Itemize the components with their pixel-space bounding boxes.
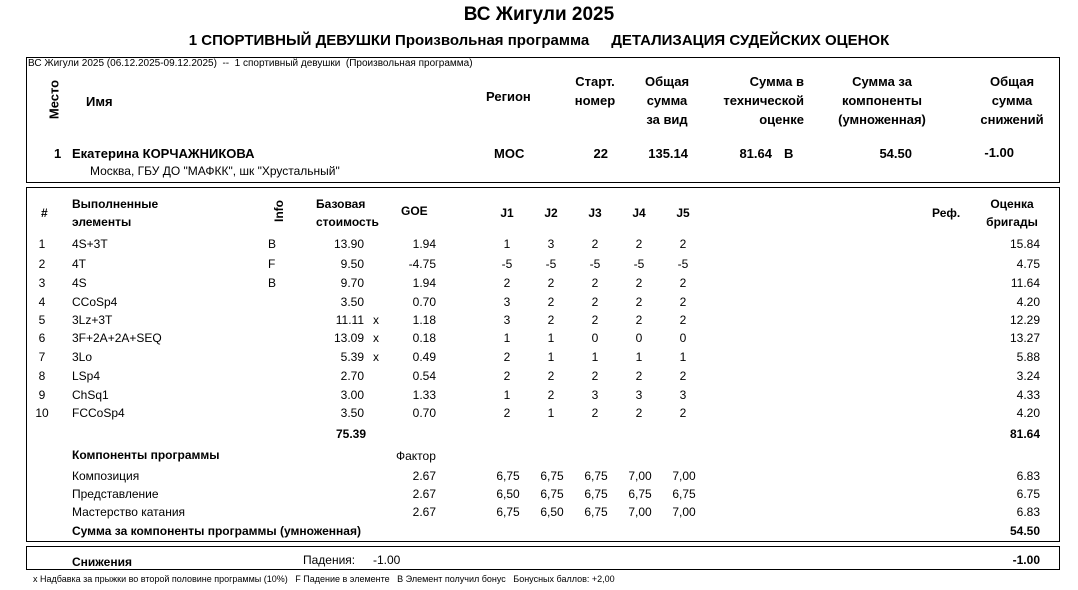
- element-num: 8: [38, 369, 46, 383]
- element-goe: 0.54: [412, 369, 436, 383]
- element-judge-4: 2: [635, 237, 643, 251]
- component-judge-3: 6,75: [584, 469, 608, 483]
- header-components: Сумма за компоненты (умноженная): [838, 74, 926, 127]
- element-num: 7: [38, 350, 46, 364]
- element-judge-5: -5: [677, 257, 689, 271]
- component-judge-2: 6,50: [540, 505, 564, 519]
- factor-label: Фактор: [396, 449, 436, 463]
- element-goe: -4.75: [408, 257, 436, 271]
- components-header: Компоненты программы: [72, 448, 220, 462]
- element-judge-5: 2: [679, 406, 687, 420]
- skater-components: 54.50: [879, 146, 912, 161]
- component-judge-2: 6,75: [540, 487, 564, 501]
- element-judge-3: 2: [591, 237, 599, 251]
- element-base-value: 5.39: [340, 350, 364, 364]
- element-panel-score: 11.64: [1010, 276, 1040, 290]
- element-judge-2: 2: [547, 276, 555, 290]
- element-base-value: 3.50: [340, 406, 364, 420]
- element-num: 3: [38, 276, 46, 290]
- element-panel-score: 4.20: [1016, 295, 1040, 309]
- element-judge-2: 2: [547, 295, 555, 309]
- skater-place: 1: [54, 146, 62, 161]
- element-code: ChSq1: [72, 388, 109, 402]
- component-score: 6.83: [1016, 469, 1040, 483]
- element-base-value: 3.00: [340, 388, 364, 402]
- header-region: Регион: [486, 89, 531, 104]
- element-judge-2: -5: [545, 257, 557, 271]
- element-base-value: 11.11: [335, 313, 364, 327]
- element-judge-1: 1: [503, 237, 511, 251]
- component-judge-4: 7,00: [628, 505, 652, 519]
- element-second-half-mark: x: [373, 350, 379, 364]
- element-judge-5: 2: [679, 276, 687, 290]
- element-base-value: 9.50: [340, 257, 364, 271]
- skater-tech-flag: B: [784, 146, 794, 161]
- element-num: 1: [38, 237, 46, 251]
- component-name: Мастерство катания: [72, 505, 186, 519]
- element-judge-3: 1: [591, 350, 599, 364]
- element-judge-1: 2: [503, 350, 511, 364]
- element-judge-3: 2: [591, 406, 599, 420]
- element-second-half-mark: x: [373, 313, 379, 327]
- skater-club: Москва, ГБУ ДО "МАФКК", шк "Хрустальный": [90, 164, 340, 178]
- element-judge-4: 3: [635, 388, 643, 402]
- element-goe: 0.49: [412, 350, 436, 364]
- element-base-value: 3.50: [340, 295, 364, 309]
- element-judge-4: 0: [635, 331, 643, 345]
- element-judge-1: 2: [503, 406, 511, 420]
- header-total: Общая сумма за вид: [644, 74, 690, 127]
- element-info: B: [268, 237, 277, 251]
- deductions-box: [26, 546, 1060, 570]
- element-judge-3: 2: [591, 313, 599, 327]
- element-panel-score: 4.20: [1016, 406, 1040, 420]
- element-base-value: 9.70: [340, 276, 364, 290]
- element-judge-2: 2: [547, 369, 555, 383]
- element-judge-5: 2: [679, 237, 687, 251]
- element-judge-2: 2: [547, 313, 555, 327]
- element-code: FCCoSp4: [72, 406, 125, 420]
- subtitle-report-type: ДЕТАЛИЗАЦИЯ СУДЕЙСКИХ ОЦЕНОК: [611, 32, 890, 49]
- base-total: 75.39: [335, 427, 366, 441]
- element-code: 3F+2A+2A+SEQ: [72, 331, 162, 345]
- element-panel-score: 3.24: [1016, 369, 1040, 383]
- component-name: Композиция: [72, 469, 140, 483]
- element-judge-5: 2: [679, 313, 687, 327]
- element-panel-score: 4.33: [1016, 388, 1040, 402]
- component-judge-1: 6,75: [496, 469, 520, 483]
- element-goe: 1.94: [412, 276, 436, 290]
- element-info: B: [268, 276, 277, 290]
- deductions-total: -1.00: [1012, 553, 1040, 567]
- skater-region: МОС: [494, 146, 525, 161]
- component-factor: 2.67: [412, 469, 436, 483]
- element-judge-4: 2: [635, 295, 643, 309]
- col-j4: J4: [632, 206, 646, 220]
- element-code: CCoSp4: [72, 295, 118, 309]
- subtitle-category: 1 СПОРТИВНЫЙ ДЕВУШКИ Произвольная программа: [188, 32, 590, 49]
- element-panel-score: 4.75: [1016, 257, 1040, 271]
- element-goe: 0.18: [412, 331, 436, 345]
- component-judge-4: 6,75: [628, 487, 652, 501]
- element-base-value: 2.70: [340, 369, 364, 383]
- element-judge-3: 2: [591, 276, 599, 290]
- element-judge-4: 1: [635, 350, 643, 364]
- element-judge-5: 0: [679, 331, 687, 345]
- element-judge-3: 2: [591, 295, 599, 309]
- element-judge-1: -5: [501, 257, 513, 271]
- component-judge-3: 6,75: [584, 487, 608, 501]
- col-goe: GOE: [401, 204, 428, 218]
- component-name: Представление: [72, 487, 159, 501]
- component-score: 6.83: [1016, 505, 1040, 519]
- component-judge-1: 6,75: [496, 505, 520, 519]
- element-judge-2: 3: [547, 237, 555, 251]
- element-judge-1: 1: [503, 388, 511, 402]
- footer-legend: x Надбавка за прыжки во второй половине программы (10%) F Падение в элементе B Элемент получил бонус Бонусных баллов: +2,00: [33, 574, 615, 584]
- col-base: Базовая стоимость: [316, 197, 379, 229]
- skater-name: Екатерина КОРЧАЖНИКОВА: [72, 146, 255, 161]
- skater-tech: 81.64: [739, 146, 772, 161]
- element-code: 4S: [72, 276, 87, 290]
- element-judge-5: 2: [679, 295, 687, 309]
- element-info: F: [268, 257, 276, 271]
- event-line: ВС Жигули 2025 (06.12.2025-09.12.2025) -- 1 спортивный девушки (Произвольная программа): [28, 58, 473, 69]
- skater-start-number: 22: [593, 146, 608, 161]
- element-base-value: 13.90: [333, 237, 364, 251]
- component-score: 6.75: [1016, 487, 1040, 501]
- element-num: 9: [38, 388, 46, 402]
- element-panel-score: 13.27: [1009, 331, 1040, 345]
- component-judge-4: 7,00: [628, 469, 652, 483]
- tech-total: 81.64: [1009, 427, 1040, 441]
- element-code: 3Lz+3T: [72, 313, 113, 327]
- component-judge-2: 6,75: [540, 469, 564, 483]
- col-j3: J3: [588, 206, 602, 220]
- col-panel-score: Оценка бригады: [986, 197, 1038, 229]
- element-judge-4: -5: [633, 257, 645, 271]
- element-code: 4S+3T: [72, 237, 108, 251]
- component-factor: 2.67: [412, 505, 436, 519]
- element-judge-1: 1: [503, 331, 511, 345]
- element-judge-5: 1: [679, 350, 687, 364]
- component-judge-5: 6,75: [672, 487, 696, 501]
- header-tech: Сумма в технической оценке: [723, 74, 804, 127]
- element-judge-3: 2: [591, 369, 599, 383]
- element-judge-1: 3: [503, 313, 511, 327]
- skater-total: 135.14: [648, 146, 688, 161]
- component-factor: 2.67: [412, 487, 436, 501]
- element-num: 6: [38, 331, 46, 345]
- element-judge-3: -5: [589, 257, 601, 271]
- page-subtitle: [0, 32, 1078, 49]
- components-sum: 54.50: [1009, 524, 1040, 538]
- element-panel-score: 5.88: [1016, 350, 1040, 364]
- element-judge-2: 2: [547, 388, 555, 402]
- element-judge-1: 3: [503, 295, 511, 309]
- element-second-half-mark: x: [373, 331, 379, 345]
- element-num: 2: [38, 257, 46, 271]
- deductions-label: Снижения: [72, 555, 132, 569]
- component-judge-5: 7,00: [672, 505, 696, 519]
- falls-label: Падения:: [303, 553, 356, 567]
- element-goe: 1.18: [412, 313, 436, 327]
- element-judge-3: 3: [591, 388, 599, 402]
- col-num: #: [41, 206, 48, 220]
- element-judge-5: 2: [679, 369, 687, 383]
- element-judge-2: 1: [547, 350, 555, 364]
- falls-value: -1.00: [373, 553, 401, 567]
- components-sum-label: Сумма за компоненты программы (умноженная): [72, 524, 361, 538]
- element-num: 4: [38, 295, 46, 309]
- element-num: 10: [35, 406, 49, 420]
- header-name: Имя: [86, 94, 113, 109]
- element-judge-4: 2: [635, 276, 643, 290]
- element-base-value: 13.09: [333, 331, 364, 345]
- col-j2: J2: [544, 206, 558, 220]
- header-start-number: Старт. номер: [574, 74, 616, 108]
- element-judge-2: 1: [547, 331, 555, 345]
- component-judge-1: 6,50: [496, 487, 520, 501]
- header-place: Место: [46, 79, 62, 120]
- element-goe: 0.70: [412, 295, 436, 309]
- element-judge-4: 2: [635, 406, 643, 420]
- element-judge-2: 1: [547, 406, 555, 420]
- element-code: 4T: [72, 257, 87, 271]
- element-code: LSp4: [72, 369, 101, 383]
- element-code: 3Lo: [72, 350, 93, 364]
- col-ref: Реф.: [932, 206, 961, 220]
- element-panel-score: 12.29: [1009, 313, 1040, 327]
- element-judge-3: 0: [591, 331, 599, 345]
- page-title: ВС Жигули 2025: [463, 4, 615, 25]
- element-goe: 1.33: [412, 388, 436, 402]
- element-num: 5: [38, 313, 46, 327]
- skater-deductions: -1.00: [984, 145, 1014, 160]
- element-judge-4: 2: [635, 313, 643, 327]
- col-info: Info: [272, 200, 286, 222]
- col-j5: J5: [676, 206, 690, 220]
- element-judge-1: 2: [503, 276, 511, 290]
- element-judge-1: 2: [503, 369, 511, 383]
- col-elements: Выполненные элементы: [72, 197, 159, 229]
- component-judge-3: 6,75: [584, 505, 608, 519]
- element-judge-5: 3: [679, 388, 687, 402]
- element-goe: 0.70: [412, 406, 436, 420]
- element-panel-score: 15.84: [1009, 237, 1040, 251]
- header-deductions: Общая сумма снижений: [980, 74, 1044, 127]
- col-j1: J1: [500, 206, 514, 220]
- element-goe: 1.94: [412, 237, 436, 251]
- element-judge-4: 2: [635, 369, 643, 383]
- component-judge-5: 7,00: [672, 469, 696, 483]
